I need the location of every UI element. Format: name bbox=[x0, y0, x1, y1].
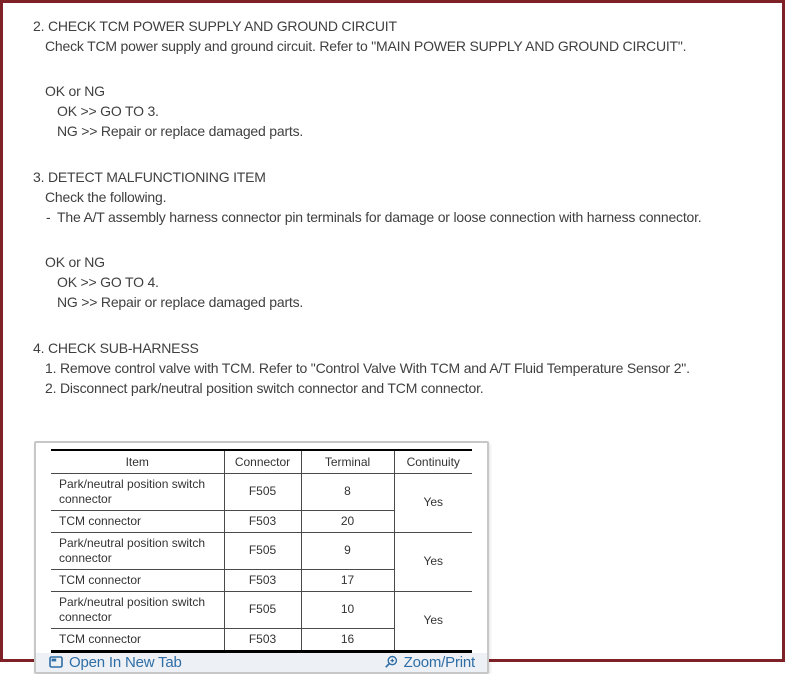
cell-connector: F505 bbox=[224, 473, 301, 510]
zoom-print-link[interactable] bbox=[383, 654, 475, 671]
section-check-tcm-power bbox=[33, 16, 774, 141]
section-detect-malfunctioning-item bbox=[33, 167, 774, 312]
section-heading: 3. DETECT MALFUNCTIONING ITEM bbox=[33, 169, 266, 185]
cell-item: TCM connector bbox=[51, 510, 224, 532]
result-ok: OK >> GO TO 3. bbox=[57, 103, 159, 119]
bullet-item bbox=[33, 207, 774, 227]
figure-card bbox=[34, 441, 489, 674]
zoom-print-label[interactable]: Zoom/Print bbox=[403, 653, 475, 671]
result-label: OK or NG bbox=[45, 254, 105, 270]
result-label: OK or NG bbox=[45, 83, 105, 99]
section-body: Check the following. bbox=[45, 189, 167, 205]
cell-terminal: 10 bbox=[301, 591, 394, 628]
table-row bbox=[51, 591, 472, 628]
procedure-content bbox=[3, 3, 782, 674]
cell-continuity: Yes bbox=[394, 473, 472, 532]
cell-terminal: 16 bbox=[301, 628, 394, 651]
cell-connector: F503 bbox=[224, 628, 301, 651]
cell-connector: F505 bbox=[224, 532, 301, 569]
cell-item: TCM connector bbox=[51, 628, 224, 651]
cell-terminal: 8 bbox=[301, 473, 394, 510]
open-in-new-tab-link[interactable] bbox=[49, 654, 182, 671]
section-heading: 2. CHECK TCM POWER SUPPLY AND GROUND CIRCUIT bbox=[33, 18, 397, 34]
continuity-table bbox=[51, 449, 472, 653]
section-heading: 4. CHECK SUB-HARNESS bbox=[33, 340, 199, 356]
col-header-item: Item bbox=[51, 450, 224, 473]
result-ok: OK >> GO TO 4. bbox=[57, 274, 159, 290]
bullet-marker: - bbox=[46, 209, 51, 225]
open-in-new-tab-icon[interactable] bbox=[49, 655, 63, 669]
table-row bbox=[51, 532, 472, 569]
cell-terminal: 20 bbox=[301, 510, 394, 532]
result-ng: NG >> Repair or replace damaged parts. bbox=[57, 123, 304, 139]
step-2: 2. Disconnect park/neutral position switch connector and TCM connector. bbox=[45, 380, 484, 396]
cell-terminal: 17 bbox=[301, 569, 394, 591]
cell-item: TCM connector bbox=[51, 569, 224, 591]
figure-footer-bar bbox=[36, 653, 487, 673]
table-header-row bbox=[51, 450, 472, 473]
result-ng: NG >> Repair or replace damaged parts. bbox=[57, 294, 304, 310]
section-body: Check TCM power supply and ground circuit. Refer to "MAIN POWER SUPPLY AND GROUND CIRCUIT". bbox=[45, 38, 687, 54]
cell-terminal: 9 bbox=[301, 532, 394, 569]
cell-continuity: Yes bbox=[394, 591, 472, 651]
cell-item: Park/neutral position switch connector bbox=[51, 473, 224, 510]
continuity-table-wrap bbox=[36, 443, 487, 653]
cell-item: Park/neutral position switch connector bbox=[51, 532, 224, 569]
cell-connector: F503 bbox=[224, 510, 301, 532]
cell-item: Park/neutral position switch connector bbox=[51, 591, 224, 628]
step-1: 1. Remove control valve with TCM. Refer to "Control Valve With TCM and A/T Fluid Temperature Sensor 2". bbox=[45, 360, 690, 376]
col-header-terminal: Terminal bbox=[301, 450, 394, 473]
cell-connector: F505 bbox=[224, 591, 301, 628]
bullet-text: The A/T assembly harness connector pin terminals for damage or loose connection with harness connector. bbox=[57, 209, 702, 225]
cell-continuity: Yes bbox=[394, 532, 472, 591]
col-header-continuity: Continuity bbox=[394, 450, 472, 473]
section-check-sub-harness bbox=[33, 338, 774, 398]
col-header-connector: Connector bbox=[224, 450, 301, 473]
zoom-in-magnifier-icon[interactable] bbox=[383, 655, 398, 670]
cell-connector: F503 bbox=[224, 569, 301, 591]
table-row bbox=[51, 473, 472, 510]
open-in-new-tab-label[interactable]: Open In New Tab bbox=[69, 653, 182, 671]
